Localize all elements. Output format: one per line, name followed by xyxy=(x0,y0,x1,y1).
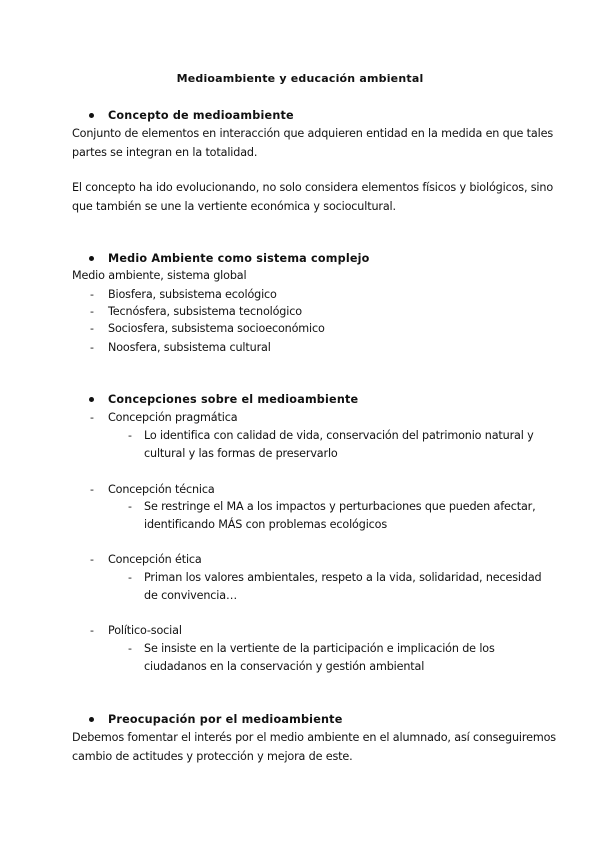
paragraph-line: Debemos fomentar el interés por el medio ambiente en el alumnado, así conseguiremos xyxy=(72,731,556,744)
section-heading: Concepciones sobre el medioambiente xyxy=(108,393,359,406)
dash-marker: - xyxy=(90,553,94,566)
list-intro: Medio ambiente, sistema global xyxy=(72,269,247,282)
dash-marker: - xyxy=(90,341,94,354)
dash-marker: - xyxy=(128,642,132,655)
list-item: Noosfera, subsistema cultural xyxy=(108,341,271,354)
list-item: Concepción pragmática xyxy=(108,411,238,424)
dash-marker: - xyxy=(90,322,94,335)
paragraph-line: cambio de actitudes y protección y mejora de este. xyxy=(72,750,353,763)
dash-marker: - xyxy=(128,571,132,584)
section-heading: Medio Ambiente como sistema complejo xyxy=(108,252,370,265)
sub-item-line: Priman los valores ambientales, respeto a la vida, solidaridad, necesidad xyxy=(144,571,542,584)
dash-marker: - xyxy=(90,624,94,637)
bullet-icon xyxy=(89,397,94,402)
dash-marker: - xyxy=(90,411,94,424)
list-item: Tecnósfera, subsistema tecnológico xyxy=(108,305,302,318)
list-item: Sociosfera, subsistema socioeconómico xyxy=(108,322,325,335)
bullet-icon xyxy=(89,256,94,261)
dash-marker: - xyxy=(90,288,94,301)
sub-item-line: cultural y las formas de preservarlo xyxy=(144,447,338,460)
sub-item-line: Se insiste en la vertiente de la participación e implicación de los xyxy=(144,642,495,655)
dash-marker: - xyxy=(128,429,132,442)
section-heading: Preocupación por el medioambiente xyxy=(108,713,343,726)
list-item: Biosfera, subsistema ecológico xyxy=(108,288,277,301)
bullet-icon xyxy=(89,717,94,722)
dash-marker: - xyxy=(90,483,94,496)
paragraph-line: partes se integran en la totalidad. xyxy=(72,146,258,159)
sub-item-line: identificando MÁS con problemas ecológicos xyxy=(144,518,388,531)
sub-item-line: de convivencia… xyxy=(144,589,238,602)
list-item: Concepción ética xyxy=(108,553,202,566)
sub-item-line: Lo identifica con calidad de vida, conservación del patrimonio natural y xyxy=(144,429,534,442)
bullet-icon xyxy=(89,113,94,118)
paragraph-line: El concepto ha ido evolucionando, no solo considera elementos físicos y biológicos, sino xyxy=(72,181,554,194)
sub-item-line: Se restringe el MA a los impactos y perturbaciones que pueden afectar, xyxy=(144,500,536,513)
document-title: Medioambiente y educación ambiental xyxy=(176,72,424,85)
paragraph-line: Conjunto de elementos en interacción que adquieren entidad en la medida en que tales xyxy=(72,127,553,140)
paragraph-line: que también se une la vertiente económica y sociocultural. xyxy=(72,200,396,213)
dash-marker: - xyxy=(128,500,132,513)
section-heading: Concepto de medioambiente xyxy=(108,109,294,122)
sub-item-line: ciudadanos en la conservación y gestión ambiental xyxy=(144,660,425,673)
dash-marker: - xyxy=(90,305,94,318)
list-item: Concepción técnica xyxy=(108,483,215,496)
list-item: Político-social xyxy=(108,624,182,637)
